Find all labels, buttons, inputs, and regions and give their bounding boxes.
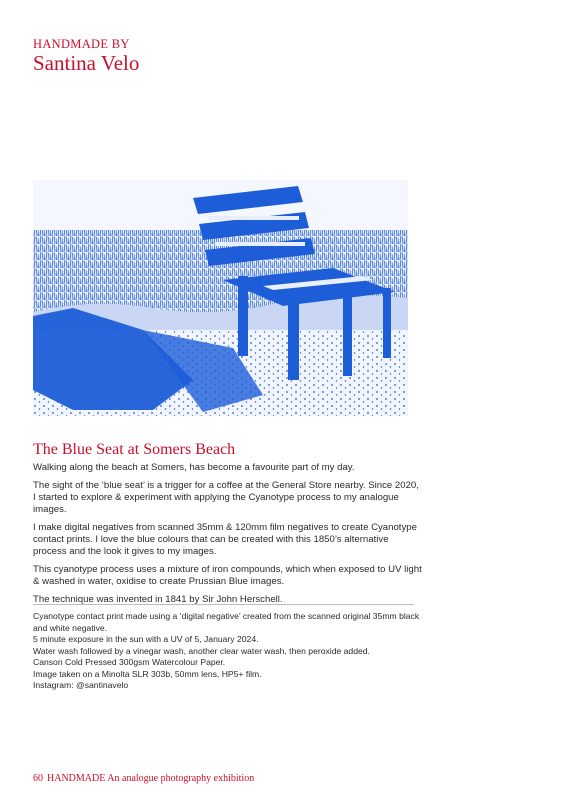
note-line: Image taken on a Minolta SLR 303b, 50mm lens, HP5+ film.	[33, 668, 262, 679]
kicker: HANDMADE BY	[33, 37, 130, 51]
article-title: The Blue Seat at Somers Beach	[33, 441, 236, 458]
article-body	[33, 462, 423, 612]
page-number: 60	[33, 773, 43, 784]
paragraph: I make digital negatives from scanned 35mm & 120mm film negatives to create Cyanotype contact prints. I love the blue colours that can be created with this 1850’s alternative process and the look it gives to my images.	[33, 522, 417, 557]
divider	[33, 604, 414, 605]
page-footer	[33, 773, 254, 784]
paragraph: The sight of the ‘blue seat’ is a trigger for a coffee at the General Store nearby. Since 2020, I started to explore & experiment with applying the Cyanotype process to my analogue images.	[33, 480, 419, 515]
paragraph: The technique was invented in 1841 by Sir John Herschell.	[33, 594, 283, 605]
technical-notes	[33, 611, 423, 692]
header	[33, 37, 139, 75]
note-line: 5 minute exposure in the sun with a UV of 5, January 2024.	[33, 634, 259, 644]
paragraph: This cyanotype process uses a mixture of iron compounds, which when exposed to UV light & washed in water, oxidise to create Prussian Blue images.	[33, 564, 422, 587]
note-line: Canson Cold Pressed 300gsm Watercolour Paper.	[33, 657, 226, 667]
note-line: Water wash followed by a vinegar wash, another clear water wash, then peroxide added.	[33, 645, 370, 656]
instagram-handle: Instagram: @santinavelo	[33, 680, 129, 690]
publication-name: HANDMADE An analogue photography exhibition	[47, 773, 255, 784]
note-line: Cyanotype contact print made using a ‘digital negative’ created from the scanned original 35mm black and white negative.	[33, 611, 420, 633]
paragraph: Walking along the beach at Somers, has become a favourite part of my day.	[33, 462, 355, 473]
artist-name: Santina Velo	[33, 51, 140, 75]
cyanotype-photo	[33, 180, 408, 416]
